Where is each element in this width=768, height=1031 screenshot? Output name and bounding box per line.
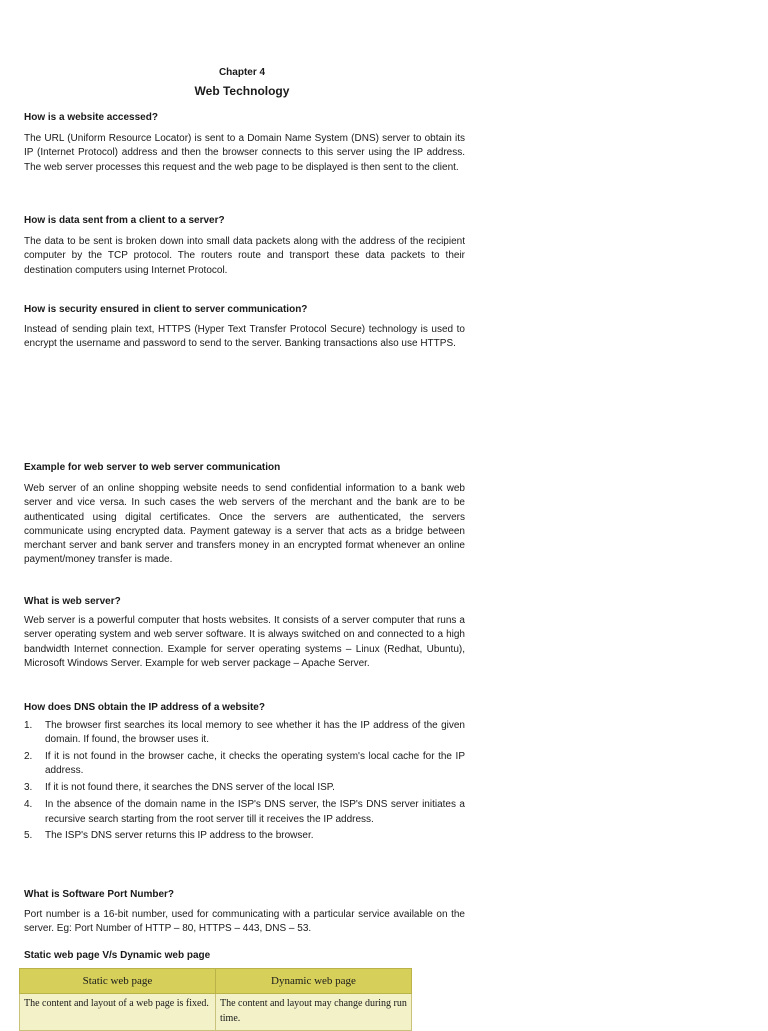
list-item-text: The browser first searches its local memory to see whether it has the IP address of the given domain. If found, the browser uses it. [45, 720, 465, 746]
list-item-text: If it is not found there, it searches the DNS server of the local ISP. [45, 782, 335, 794]
list-number: 5. [24, 830, 33, 842]
section-paragraph: Instead of sending plain text, HTTPS (Hyper Text Transfer Protocol Secure) technology is used to encrypt the username and password to send to the server. Banking transactions also use HTTPS. [24, 324, 465, 350]
section-paragraph: The URL (Uniform Resource Locator) is sent to a Domain Name System (DNS) server to obtain its IP (Internet Protocol) address and then the browser connects to this server using the IP address. The web server processes this request and the web page to be displayed is then sent to the client. [24, 133, 465, 173]
list-item-text: The ISP's DNS server returns this IP address to the browser. [45, 830, 314, 842]
list-item [24, 829, 465, 843]
dns-steps-list [24, 719, 465, 846]
chapter-label: Chapter 4 [218, 67, 266, 78]
section-heading: What is web server? [24, 596, 121, 607]
section-heading: How does DNS obtain the IP address of a website? [24, 702, 265, 713]
section-heading: What is Software Port Number? [24, 889, 175, 900]
table-header-cell: Dynamic web page [216, 969, 412, 994]
section-paragraph: Port number is a 16-bit number, used for communicating with a particular service available on the server. Eg: Port Number of HTTP – 80, HTTPS – 443, DNS – 53. [24, 909, 465, 935]
table-cell: The content and layout may change during run time. [216, 994, 412, 1031]
list-item-text: In the absence of the domain name in the ISP's DNS server, the ISP's DNS server initiates a recursive search starting from the root server till it receives the IP address. [45, 799, 465, 825]
list-number: 1. [24, 720, 33, 731]
section-paragraph: The data to be sent is broken down into small data packets along with the address of the recipient computer by the TCP protocol. The routers route and transport these data packets to their destination computers using Internet Protocol. [24, 236, 465, 276]
section-paragraph: Web server of an online shopping website needs to send confidential information to a bank web server and vice versa. In such cases the web servers of the merchant and the bank are to be authenticated using digital certificates. Once the servers are authenticated, the servers communicate using encrypted data. Payment gateway is a server that acts as a bridge between merchant server and bank server and transfers money in an encrypted format whenever an online payment/money transfer is made. [24, 483, 465, 566]
section-heading: How is security ensured in client to server communication? [24, 304, 308, 315]
comparison-table [19, 968, 412, 1031]
section-heading: How is a website accessed? [24, 112, 158, 123]
section-paragraph: Web server is a powerful computer that hosts websites. It consists of a server computer that runs a server operating system and web server software. It is always switched on and connected to a high bandwidth Internet connection. Example for server operating systems – Linux (Redhat, Ubuntu), Microsoft Windows Server. Example for web server package – Apache Server. [24, 615, 465, 669]
list-number: 2. [24, 751, 33, 763]
section-heading: How is data sent from a client to a server? [24, 215, 225, 226]
list-item-text: If it is not found in the browser cache, it checks the operating system's local cache for the IP address. [45, 751, 465, 777]
table-header-row [20, 969, 412, 994]
table-header-cell: Static web page [20, 969, 216, 994]
list-item [24, 719, 465, 748]
list-item [24, 750, 465, 779]
table-row [20, 994, 412, 1031]
list-number: 4. [24, 799, 33, 811]
list-number: 3. [24, 782, 33, 794]
section-heading: Static web page V/s Dynamic web page [24, 950, 211, 961]
table-cell: The content and layout of a web page is fixed. [20, 994, 216, 1031]
section-heading: Example for web server to web server communication [24, 462, 281, 473]
list-item [24, 798, 465, 827]
page-title: Web Technology [194, 84, 290, 98]
list-item [24, 781, 465, 795]
